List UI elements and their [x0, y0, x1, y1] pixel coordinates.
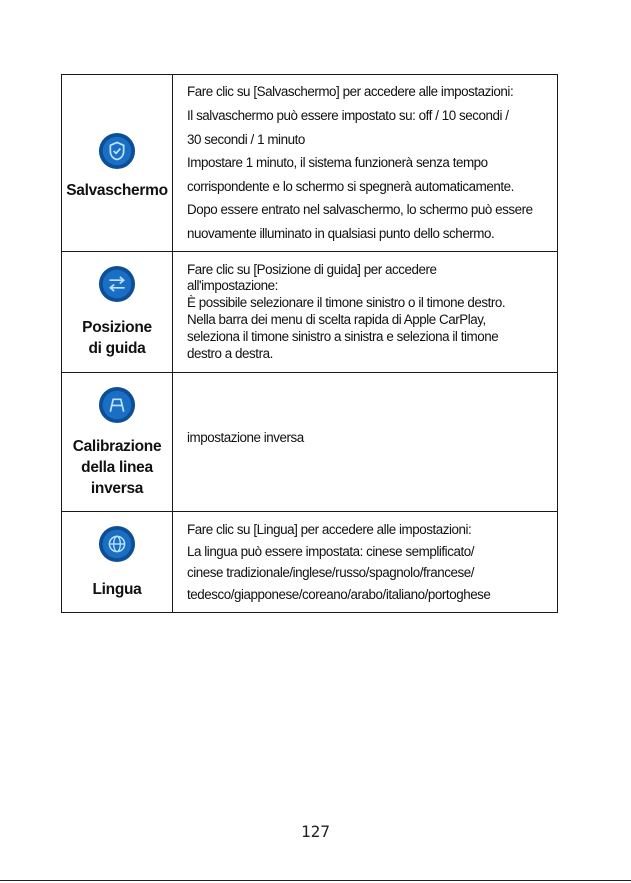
row-description: Fare clic su [Lingua] per accedere alle impostazioni: La lingua può essere impostata: cinese semplificato/ cinese tradizionale/inglese/russo/spagnolo/francese/ tedesco/giapponese/coreano/arabo/italiano/portoghese	[187, 522, 491, 602]
shield-check-icon	[98, 132, 136, 170]
swap-arrows-icon	[98, 265, 136, 303]
globe-icon	[98, 525, 136, 563]
bottom-rule	[0, 880, 631, 881]
row-calibrazione	[62, 373, 558, 512]
page-number: 127	[301, 822, 330, 841]
row-desc-cell	[173, 75, 558, 252]
row-desc-cell	[173, 373, 558, 512]
row-name: Posizione di guida	[82, 319, 152, 357]
row-name: Lingua	[92, 580, 142, 598]
row-icon-cell	[62, 512, 173, 613]
settings-table	[61, 74, 558, 613]
row-description: Fare clic su [Posizione di guida] per accedere all'impostazione: È possibile selezionare il timone sinistro o il timone destro. Nella barra dei menu di scelta rapida di Apple CarPlay, seleziona il timone sinistro a sinistra e seleziona il timone destro a destra.	[187, 261, 506, 361]
row-icon-cell	[62, 75, 173, 252]
row-icon-cell	[62, 252, 173, 373]
row-icon-cell	[62, 373, 173, 512]
row-description: impostazione inversa	[187, 430, 304, 445]
row-name: Calibrazione della linea inversa	[72, 437, 162, 497]
row-description: Fare clic su [Salvaschermo] per accedere alle impostazioni: Il salvaschermo può essere impostato su: off / 10 secondi / 30 secondi / 1 minuto Impostare 1 minuto, il sistema funzionerà senza tempo corrispondente e lo schermo si spegnerà automaticamente. Dopo essere entrato nel salvaschermo, lo schermo può essere nuovamente illuminato in qualsiasi punto dello schermo.	[187, 84, 533, 241]
row-posizione-guida	[62, 252, 558, 373]
row-desc-cell	[173, 252, 558, 373]
row-desc-cell	[173, 512, 558, 613]
row-name: Salvaschermo	[66, 181, 168, 199]
row-salvaschermo	[62, 75, 558, 252]
reverse-line-icon	[98, 386, 136, 424]
row-lingua	[62, 512, 558, 613]
